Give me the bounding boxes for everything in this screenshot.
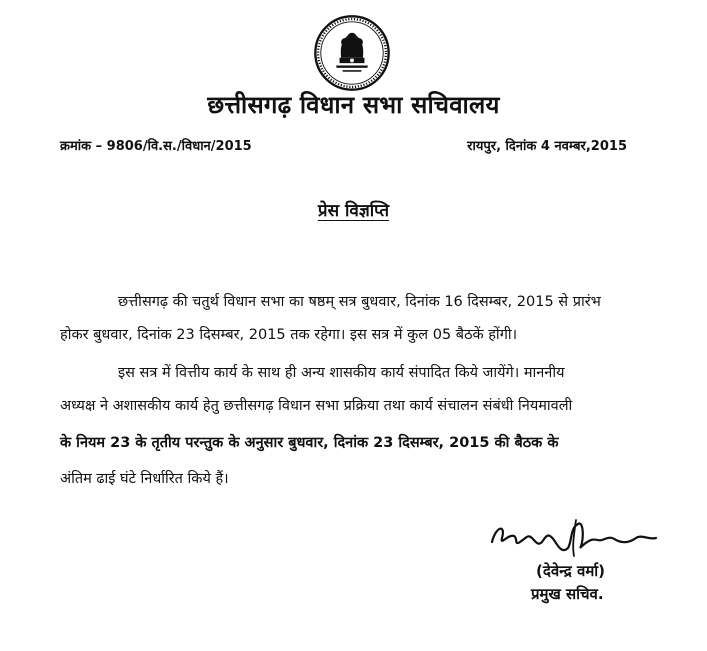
body-line: होकर बुधवार, दिनांक 23 दिसम्बर, 2015 तक रहेगा। इस सत्र में कुल 05 बैठकें होंगी।: [60, 327, 518, 343]
body-line: इस सत्र में वित्तीय कार्य के साथ ही अन्य शासकीय कार्य संपादित किये जायेंगे। माननीय: [118, 365, 565, 381]
signatory-designation: प्रमुख सचिव.: [531, 585, 604, 603]
body-line: छत्तीसगढ़ की चतुर्थ विधान सभा का षष्ठम् सत्र बुधवार, दिनांक 16 दिसम्बर, 2015 से प्रारंभ: [118, 294, 601, 310]
signatory-name: (देवेन्द्र वर्मा): [536, 562, 606, 580]
press-release-title-text: प्रेस विज्ञप्ति: [317, 201, 390, 221]
body-line: अध्यक्ष ने अशासकीय कार्य हेतु छत्तीसगढ़ विधान सभा प्रक्रिया तथा कार्य संचालन संबंधी नियमावली: [60, 398, 573, 414]
handwritten-signature-icon: [484, 512, 662, 562]
reference-number: क्रमांक – 9806/वि.स./विधान/2015: [60, 139, 252, 154]
body-line: के नियम 23 के तृतीय परन्तुक के अनुसार बुधवार, दिनांक 23 दिसम्बर, 2015 की बैठक के: [60, 435, 559, 451]
assembly-emblem-icon: [313, 14, 391, 92]
organization-heading: छत्तीसगढ़ विधान सभा सचिवालय: [207, 91, 500, 119]
press-release-title: [0, 198, 707, 221]
place-and-date: रायपुर, दिनांक 4 नवम्बर,2015: [467, 139, 627, 154]
body-line: अंतिम ढाई घंटे निर्धारित किये हैं।: [60, 471, 229, 487]
